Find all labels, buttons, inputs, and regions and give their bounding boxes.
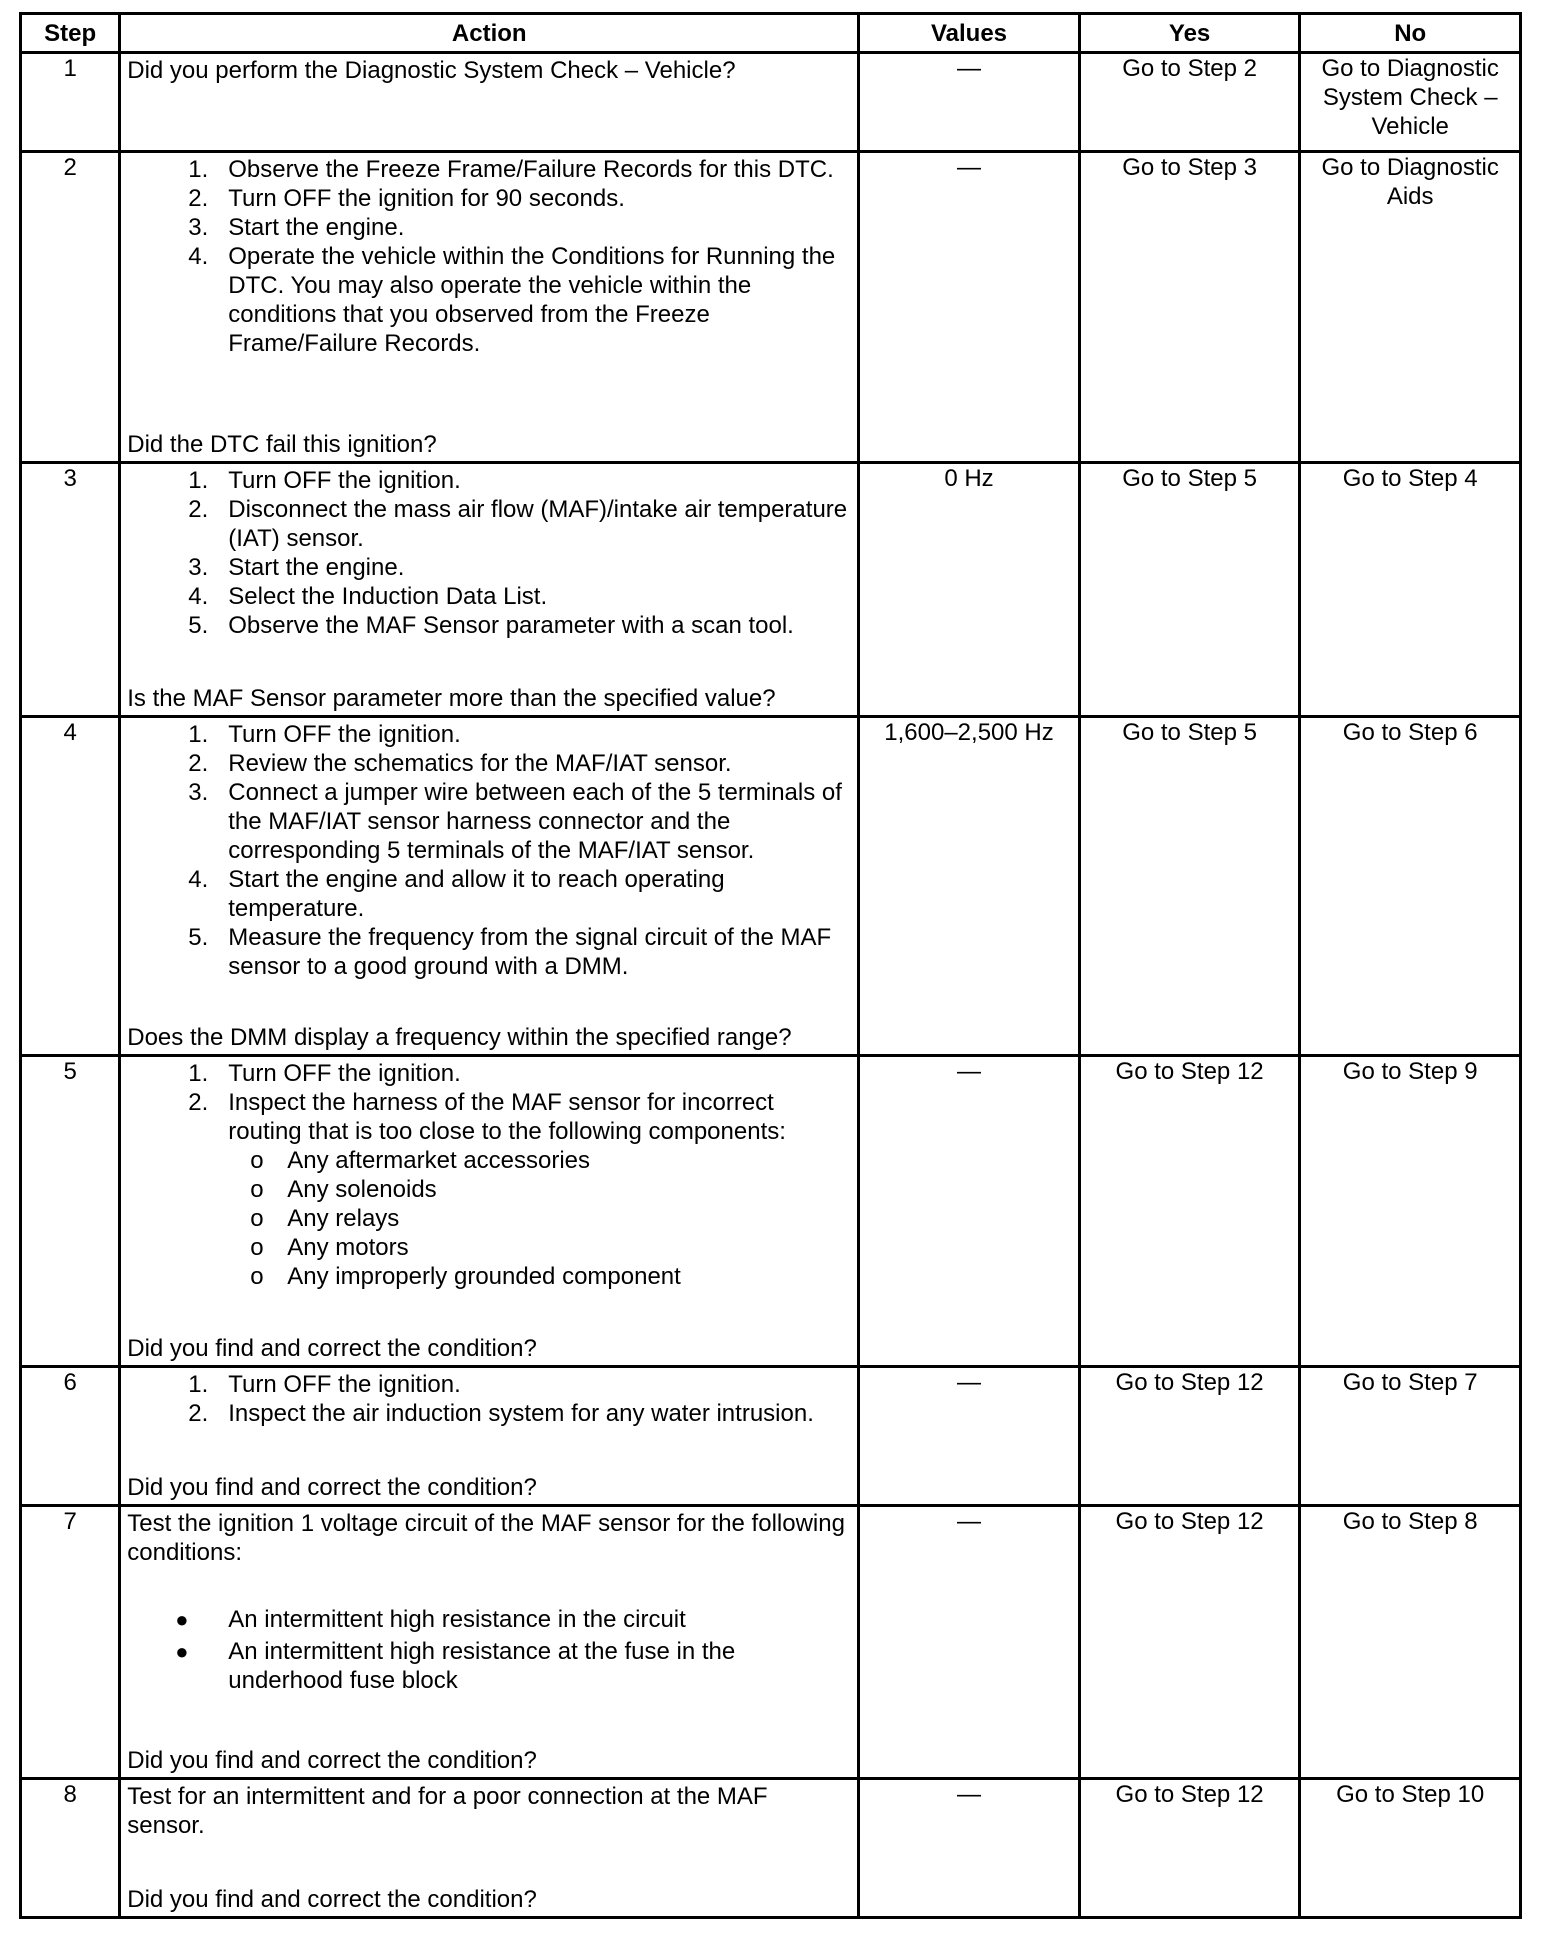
step-number: 3 [21,463,120,717]
list-item: 1. Turn OFF the ignition. [188,721,461,748]
action-question: Did the DTC fail this ignition? [127,431,437,458]
table-row [21,1367,1521,1506]
list-item: 3. Connect a jumper wire between each of the 5 terminals of the MAF/IAT sensor harness connector and the corresponding 5 terminals of the MAF/IAT sensor. [188,779,842,864]
header-step: Step [21,14,120,53]
header-values: Values [859,14,1080,53]
yes-cell: Go to Step 12 [1079,1056,1300,1367]
action-question: Did you find and correct the condition? [127,1474,537,1501]
table-row [21,1056,1521,1367]
list-item: 1. Turn OFF the ignition. [188,467,461,494]
list-item: o Any motors [250,1234,409,1261]
action-cell [120,717,859,1056]
step-number: 5 [21,1056,120,1367]
list-item: ● An intermittent high resistance in the circuit [175,1606,686,1633]
action-cell [120,1779,859,1918]
value-cell: — [859,1779,1080,1918]
list-item: ● An intermittent high resistance at the fuse in the underhood fuse block [175,1638,736,1694]
condition-bullets [127,1605,851,1695]
table-row [21,1506,1521,1779]
value-cell: — [859,1506,1080,1779]
action-question: Does the DMM display a frequency within the specified range? [127,1024,792,1051]
action-question: Is the MAF Sensor parameter more than the specified value? [127,685,776,712]
step-number: 8 [21,1779,120,1918]
action-steps [127,1059,851,1146]
value-cell: 1,600–2,500 Hz [859,717,1080,1056]
action-intro: Test for an intermittent and for a poor connection at the MAF sensor. [127,1783,768,1839]
table-row [21,1779,1521,1918]
table-row [21,152,1521,463]
list-item: 3. Start the engine. [188,554,405,581]
list-item: 3. Start the engine. [188,214,405,241]
component-sublist [127,1146,851,1291]
yes-cell: Go to Step 12 [1079,1506,1300,1779]
list-item: 1. Turn OFF the ignition. [188,1371,461,1398]
diagnostic-table [19,12,1522,1919]
yes-cell: Go to Step 3 [1079,152,1300,463]
no-cell: Go to Step 10 [1300,1779,1521,1918]
no-cell: Go to Step 6 [1300,717,1521,1056]
action-cell [120,53,859,152]
list-item: 4. Operate the vehicle within the Conditions for Running the DTC. You may also operate the vehicle within the conditions that you observed from the Freeze Frame/Failure Records. [188,243,836,357]
no-cell: Go to Diagnostic Aids [1300,152,1521,463]
list-item: 4. Start the engine and allow it to reach operating temperature. [188,866,725,922]
step-number: 2 [21,152,120,463]
list-item: 1. Observe the Freeze Frame/Failure Records for this DTC. [188,156,834,183]
action-intro: Test the ignition 1 voltage circuit of the MAF sensor for the following conditions: [127,1510,845,1566]
list-item: 2. Disconnect the mass air flow (MAF)/intake air temperature (IAT) sensor. [188,496,848,552]
no-cell: Go to Step 4 [1300,463,1521,717]
header-action: Action [120,14,859,53]
list-item: 4. Select the Induction Data List. [188,583,548,610]
no-cell: Go to Diagnostic System Check – Vehicle [1300,53,1521,152]
action-question: Did you find and correct the condition? [127,1747,537,1774]
header-row [21,14,1521,53]
list-item: o Any improperly grounded component [250,1263,681,1290]
header-yes: Yes [1079,14,1300,53]
value-cell: 0 Hz [859,463,1080,717]
table-row [21,53,1521,152]
no-cell: Go to Step 9 [1300,1056,1521,1367]
action-cell [120,1367,859,1506]
action-cell [120,1506,859,1779]
table-row [21,717,1521,1056]
action-steps [127,1370,851,1428]
list-item: o Any solenoids [250,1176,437,1203]
yes-cell: Go to Step 5 [1079,463,1300,717]
value-cell: — [859,152,1080,463]
list-item: 2. Inspect the air induction system for any water intrusion. [188,1400,814,1427]
action-cell [120,1056,859,1367]
list-item: o Any relays [250,1205,400,1232]
header-no: No [1300,14,1521,53]
value-cell: — [859,1056,1080,1367]
action-intro: Did you perform the Diagnostic System Check – Vehicle? [127,57,736,84]
step-number: 4 [21,717,120,1056]
no-cell: Go to Step 8 [1300,1506,1521,1779]
step-number: 7 [21,1506,120,1779]
list-item: o Any aftermarket accessories [250,1147,591,1174]
yes-cell: Go to Step 12 [1079,1779,1300,1918]
yes-cell: Go to Step 5 [1079,717,1300,1056]
yes-cell: Go to Step 12 [1079,1367,1300,1506]
action-steps [127,155,851,358]
list-item: 5. Measure the frequency from the signal circuit of the MAF sensor to a good ground with a DMM. [188,924,832,980]
list-item: 2. Review the schematics for the MAF/IAT sensor. [188,750,732,777]
list-item: 1. Turn OFF the ignition. [188,1060,461,1087]
no-cell: Go to Step 7 [1300,1367,1521,1506]
step-number: 1 [21,53,120,152]
step-number: 6 [21,1367,120,1506]
action-question: Did you find and correct the condition? [127,1886,537,1913]
action-cell [120,463,859,717]
table-row [21,463,1521,717]
yes-cell: Go to Step 2 [1079,53,1300,152]
action-question: Did you find and correct the condition? [127,1335,537,1362]
list-item: 2. Turn OFF the ignition for 90 seconds. [188,185,625,212]
value-cell: — [859,53,1080,152]
value-cell: — [859,1367,1080,1506]
action-steps [127,720,851,981]
list-item: 2. Inspect the harness of the MAF sensor for incorrect routing that is too close to the following components: [188,1089,786,1145]
list-item: 5. Observe the MAF Sensor parameter with a scan tool. [188,612,794,639]
action-steps [127,466,851,640]
action-cell [120,152,859,463]
